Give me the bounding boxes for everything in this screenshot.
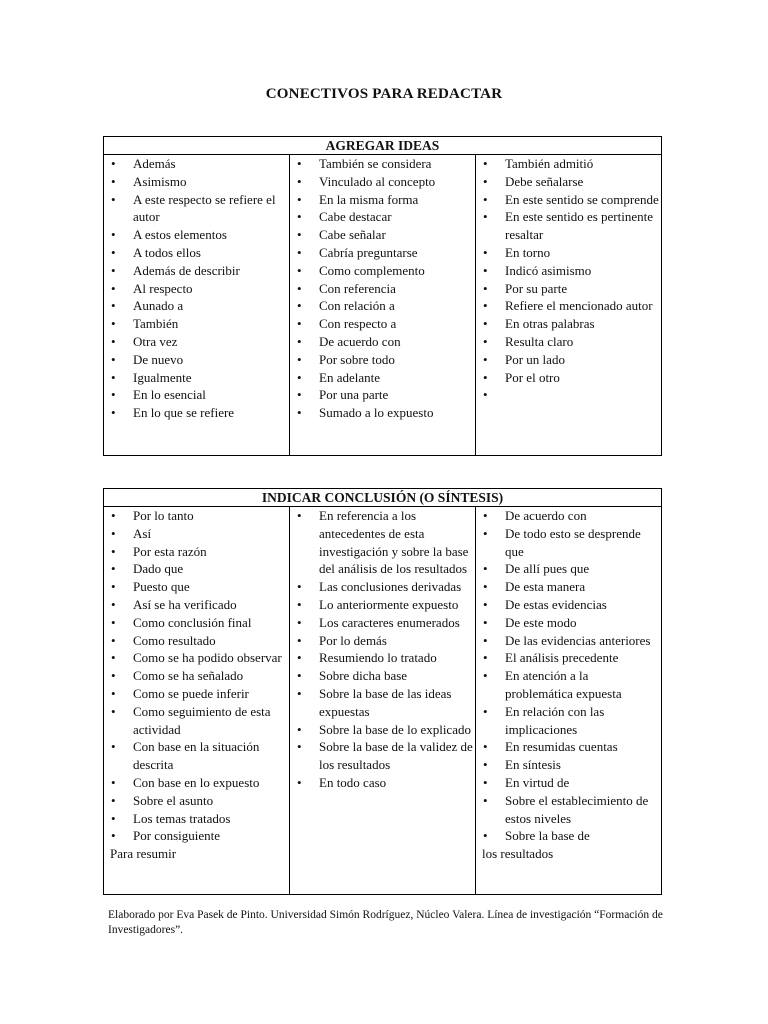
footer-credit: Elaborado por Eva Pasek de Pinto. Universidad Simón Rodríguez, Núcleo Valera. Línea de investigación “Formación de Investigadores”. — [108, 909, 663, 936]
agregar-ideas-col-1 — [104, 155, 290, 456]
list-item: • En adelante — [290, 369, 475, 387]
list-item: • Con relación a — [290, 297, 475, 315]
conclusion-table — [103, 488, 662, 895]
list-item: • De estas evidencias — [476, 596, 661, 614]
list-item: • Sobre la base de — [476, 827, 661, 845]
list-item: • Puesto que — [104, 578, 289, 596]
list-item: • Dado que — [104, 560, 289, 578]
list-item: • Por lo tanto — [104, 507, 289, 525]
list-item: • Cabe señalar — [290, 226, 475, 244]
list-item — [476, 386, 661, 404]
list-item: • En síntesis — [476, 756, 661, 774]
list-item: • Por una parte — [290, 386, 475, 404]
agregar-ideas-col-3 — [476, 155, 662, 456]
conclusion-header: INDICAR CONCLUSIÓN (O SÍNTESIS) — [104, 489, 662, 507]
agregar-ideas-header: AGREGAR IDEAS — [104, 137, 662, 155]
list-item: • En lo esencial — [104, 386, 289, 404]
list-item: • En relación con las implicaciones — [476, 703, 661, 739]
connector-list — [104, 507, 289, 845]
list-item: • Sobre el establecimiento de estos niveles — [476, 792, 661, 828]
list-item: • Por consiguiente — [104, 827, 289, 845]
list-item: • También — [104, 315, 289, 333]
list-item: • Como resultado — [104, 632, 289, 650]
list-item: • Lo anteriormente expuesto — [290, 596, 475, 614]
trailing-text: los resultados — [482, 846, 554, 862]
list-item: • Aunado a — [104, 297, 289, 315]
list-item: • Como conclusión final — [104, 614, 289, 632]
list-item: • De nuevo — [104, 351, 289, 369]
list-item: • De allí pues que — [476, 560, 661, 578]
list-item: • Sobre la base de lo explicado — [290, 721, 475, 739]
list-item: • También se considera — [290, 155, 475, 173]
list-item: • Las conclusiones derivadas — [290, 578, 475, 596]
list-item: • De este modo — [476, 614, 661, 632]
list-item: • Debe señalarse — [476, 173, 661, 191]
list-item: • En todo caso — [290, 774, 475, 792]
list-item: • Con respecto a — [290, 315, 475, 333]
list-item: • Sobre el asunto — [104, 792, 289, 810]
list-item: • Vinculado al concepto — [290, 173, 475, 191]
list-item: • En lo que se refiere — [104, 404, 289, 422]
list-item: • En este sentido es pertinente resaltar — [476, 208, 661, 244]
list-item: • Con referencia — [290, 280, 475, 298]
list-item: • Como se puede inferir — [104, 685, 289, 703]
list-item: • Por sobre todo — [290, 351, 475, 369]
list-item: • Como se ha señalado — [104, 667, 289, 685]
list-item: • Igualmente — [104, 369, 289, 387]
list-item: • Otra vez — [104, 333, 289, 351]
list-item: • En virtud de — [476, 774, 661, 792]
list-item: • De acuerdo con — [476, 507, 661, 525]
list-item: • De todo esto se desprende que — [476, 525, 661, 561]
list-item: • También admitió — [476, 155, 661, 173]
list-item: • El análisis precedente — [476, 649, 661, 667]
list-item: • En atención a la problemática expuesta — [476, 667, 661, 703]
list-item: • Como se ha podido observar — [104, 649, 289, 667]
connector-list — [476, 155, 661, 404]
trailing-text: Para resumir — [110, 846, 177, 862]
list-item: • Además de describir — [104, 262, 289, 280]
list-item: • Por el otro — [476, 369, 661, 387]
connector-list — [290, 507, 475, 792]
conclusion-col-2 — [290, 507, 476, 895]
list-item: • Así — [104, 525, 289, 543]
connector-list — [104, 155, 289, 422]
list-item: • Con base en la situación descrita — [104, 738, 289, 774]
list-item: • De acuerdo con — [290, 333, 475, 351]
list-item: • De esta manera — [476, 578, 661, 596]
list-item: • Refiere el mencionado autor — [476, 297, 661, 315]
list-item: • En este sentido se comprende — [476, 191, 661, 209]
list-item: • Sumado a lo expuesto — [290, 404, 475, 422]
list-item: • En otras palabras — [476, 315, 661, 333]
list-item: • A este respecto se refiere el autor — [104, 191, 289, 227]
list-item: • Indicó asimismo — [476, 262, 661, 280]
list-item: • Cabe destacar — [290, 208, 475, 226]
list-item: • Los temas tratados — [104, 810, 289, 828]
agregar-ideas-table — [103, 136, 662, 456]
list-item: • En torno — [476, 244, 661, 262]
list-item: • Como seguimiento de esta actividad — [104, 703, 289, 739]
list-item: • En referencia a los antecedentes de esta investigación y sobre la base del análisis de los resultados — [290, 507, 475, 578]
list-item: • Sobre la base de la validez de los resultados — [290, 738, 475, 774]
conclusion-col-1 — [104, 507, 290, 895]
list-item: • Resulta claro — [476, 333, 661, 351]
connector-list — [476, 507, 661, 845]
list-item: • Sobre dicha base — [290, 667, 475, 685]
list-item: • De las evidencias anteriores — [476, 632, 661, 650]
conclusion-col-3 — [476, 507, 662, 895]
list-item: • Como complemento — [290, 262, 475, 280]
agregar-ideas-col-2 — [290, 155, 476, 456]
list-item: • Al respecto — [104, 280, 289, 298]
list-item: • A todos ellos — [104, 244, 289, 262]
list-item: • Con base en lo expuesto — [104, 774, 289, 792]
list-item: • Resumiendo lo tratado — [290, 649, 475, 667]
list-item: • Por su parte — [476, 280, 661, 298]
list-item: • En resumidas cuentas — [476, 738, 661, 756]
list-item: • Sobre la base de las ideas expuestas — [290, 685, 475, 721]
list-item: • Por un lado — [476, 351, 661, 369]
list-item: • Asimismo — [104, 173, 289, 191]
page-title: CONECTIVOS PARA REDACTAR — [265, 86, 503, 102]
list-item: • Los caracteres enumerados — [290, 614, 475, 632]
list-item: • Por lo demás — [290, 632, 475, 650]
list-item: • Por esta razón — [104, 543, 289, 561]
list-item: • En la misma forma — [290, 191, 475, 209]
list-item: • Así se ha verificado — [104, 596, 289, 614]
list-item: • Además — [104, 155, 289, 173]
list-item: • Cabría preguntarse — [290, 244, 475, 262]
list-item: • A estos elementos — [104, 226, 289, 244]
connector-list — [290, 155, 475, 422]
